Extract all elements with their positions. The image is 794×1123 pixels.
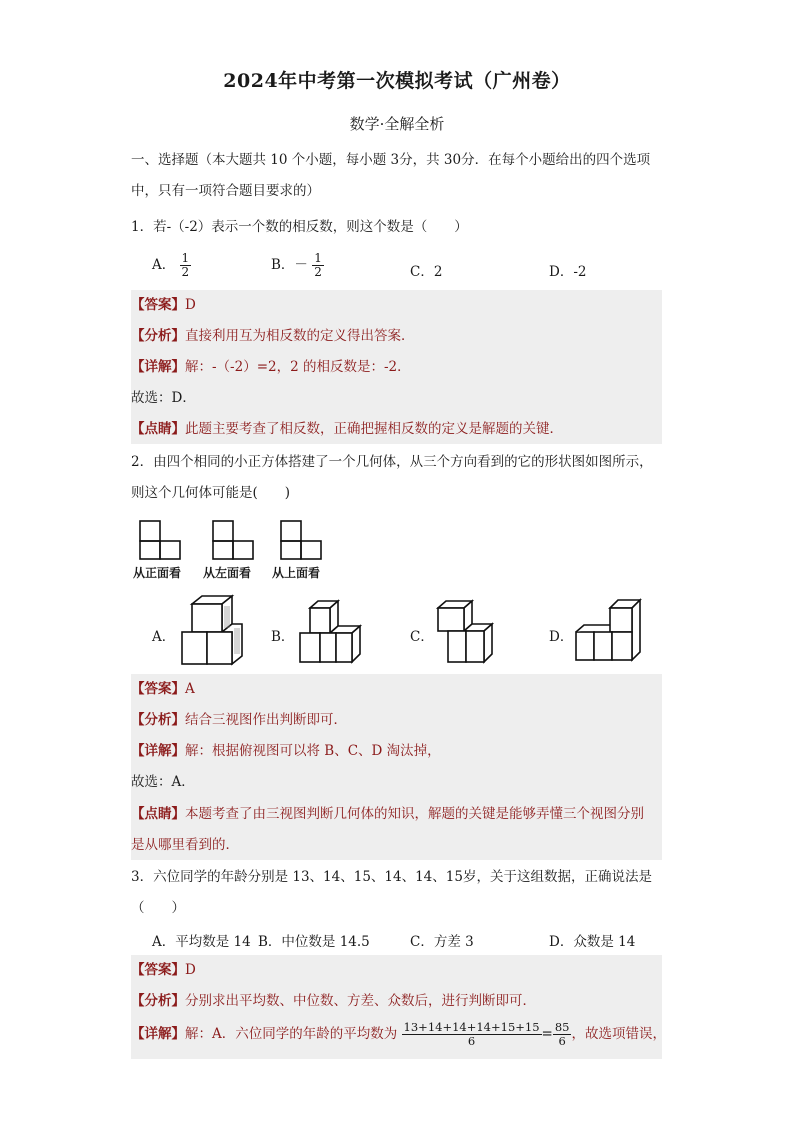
page-title: 2024年中考第一次模拟考试（广州卷）	[223, 70, 571, 92]
q1-analysis: 【分析】直接利用互为相反数的定义得出答案．	[131, 328, 415, 344]
q2-detail: 【详解】解：根据俯视图可以将 B、C、D 淘汰掉，	[131, 743, 441, 759]
q3-answer: 【答案】D	[131, 962, 196, 978]
q2-option-b-label: B．	[271, 629, 295, 645]
q1-option-a-fraction: $\frac{1}{2}$	[181, 251, 190, 279]
q2-view-label-top: 从上面看	[272, 566, 321, 580]
q3-analysis: 【分析】分别求出平均数、中位数、方差、众数后，进行判断即可．	[131, 993, 536, 1009]
q2-option-c-solid-figure	[434, 596, 504, 668]
q1-answer: 【答案】D	[131, 297, 196, 313]
q2-answer: 【答案】A	[131, 681, 195, 697]
q2-three-views-figure	[138, 519, 328, 561]
q2-solution-box	[131, 674, 662, 860]
q3-mean-fraction: $\frac{13+14+14+14+15+15}{6}$	[403, 1020, 540, 1048]
q3-option-b: B．中位数是 14.5	[258, 934, 370, 950]
q2-comment-line1: 【点睛】本题考查了由三视图判断几何体的知识，解题的关键是能够弄懂三个视图分别	[131, 806, 644, 822]
q3-stem-line2: （ ）	[131, 900, 185, 916]
q3-option-d: D．众数是 14	[549, 934, 636, 950]
page-subtitle: 数学·全解全析	[349, 115, 445, 133]
q2-option-a-label: A．	[152, 629, 176, 645]
q1-comment: 【点睛】此题主要考查了相反数，正确把握相反数的定义是解题的关键．	[131, 421, 563, 437]
q3-option-c: C．方差 3	[410, 934, 474, 950]
q2-analysis: 【分析】结合三视图作出判断即可．	[131, 712, 347, 728]
q2-choice: 故选：A．	[131, 774, 195, 790]
q3-stem-line1: 3．六位同学的年龄分别是 13、14、15、14、14、15岁，关于这组数据，正确说法是	[131, 869, 652, 885]
q2-view-label-left: 从左面看	[203, 566, 252, 580]
q3-option-a: A．平均数是 14	[152, 934, 251, 950]
section-heading-line2: 中，只有一项符合题目要求的）	[131, 183, 320, 199]
q1-detail: 【详解】解：-（-2）=2，2 的相反数是：-2．	[131, 359, 411, 375]
q2-option-d-solid-figure	[572, 596, 646, 668]
q2-option-a-solid-figure	[178, 594, 248, 666]
q3-mean-result-fraction: $\frac{85}{6}$	[554, 1020, 570, 1048]
q2-option-d-label: D．	[549, 629, 574, 645]
q3-detail: 【详解】解：A．六位同学的年龄的平均数为 $\frac{13+14+14+14+15+15}{6}$ = $\frac{85}{6}$ ，故选项错误，	[131, 1020, 666, 1048]
q2-option-b-solid-figure	[296, 596, 366, 668]
q1-option-c: C．2	[410, 264, 443, 280]
q1-option-b: B．－ $\frac{1}{2}$	[271, 251, 322, 279]
q1-choice: 故选：D．	[131, 390, 196, 406]
q2-stem-line1: 2．由四个相同的小正方体搭建了一个几何体，从三个方向看到的它的形状图如图所示，	[131, 454, 653, 470]
section-heading-line1: 一、选择题（本大题共 10 个小题，每小题 3分，共 30分．在每个小题给出的四个选项	[131, 152, 651, 168]
q2-comment-line2: 是从哪里看到的．	[131, 837, 239, 853]
q1-option-a: A． $\frac{1}{2}$	[152, 251, 190, 279]
q1-option-b-fraction: $\frac{1}{2}$	[314, 251, 322, 279]
q1-stem: 1．若-（-2）表示一个数的相反数，则这个数是（ ）	[131, 219, 468, 235]
q2-view-label-front: 从正面看	[133, 566, 182, 580]
q2-option-c-label: C．	[410, 629, 434, 645]
q1-option-d: D．-2	[549, 264, 587, 280]
q2-stem-line2: 则这个几何体可能是( )	[131, 485, 291, 501]
